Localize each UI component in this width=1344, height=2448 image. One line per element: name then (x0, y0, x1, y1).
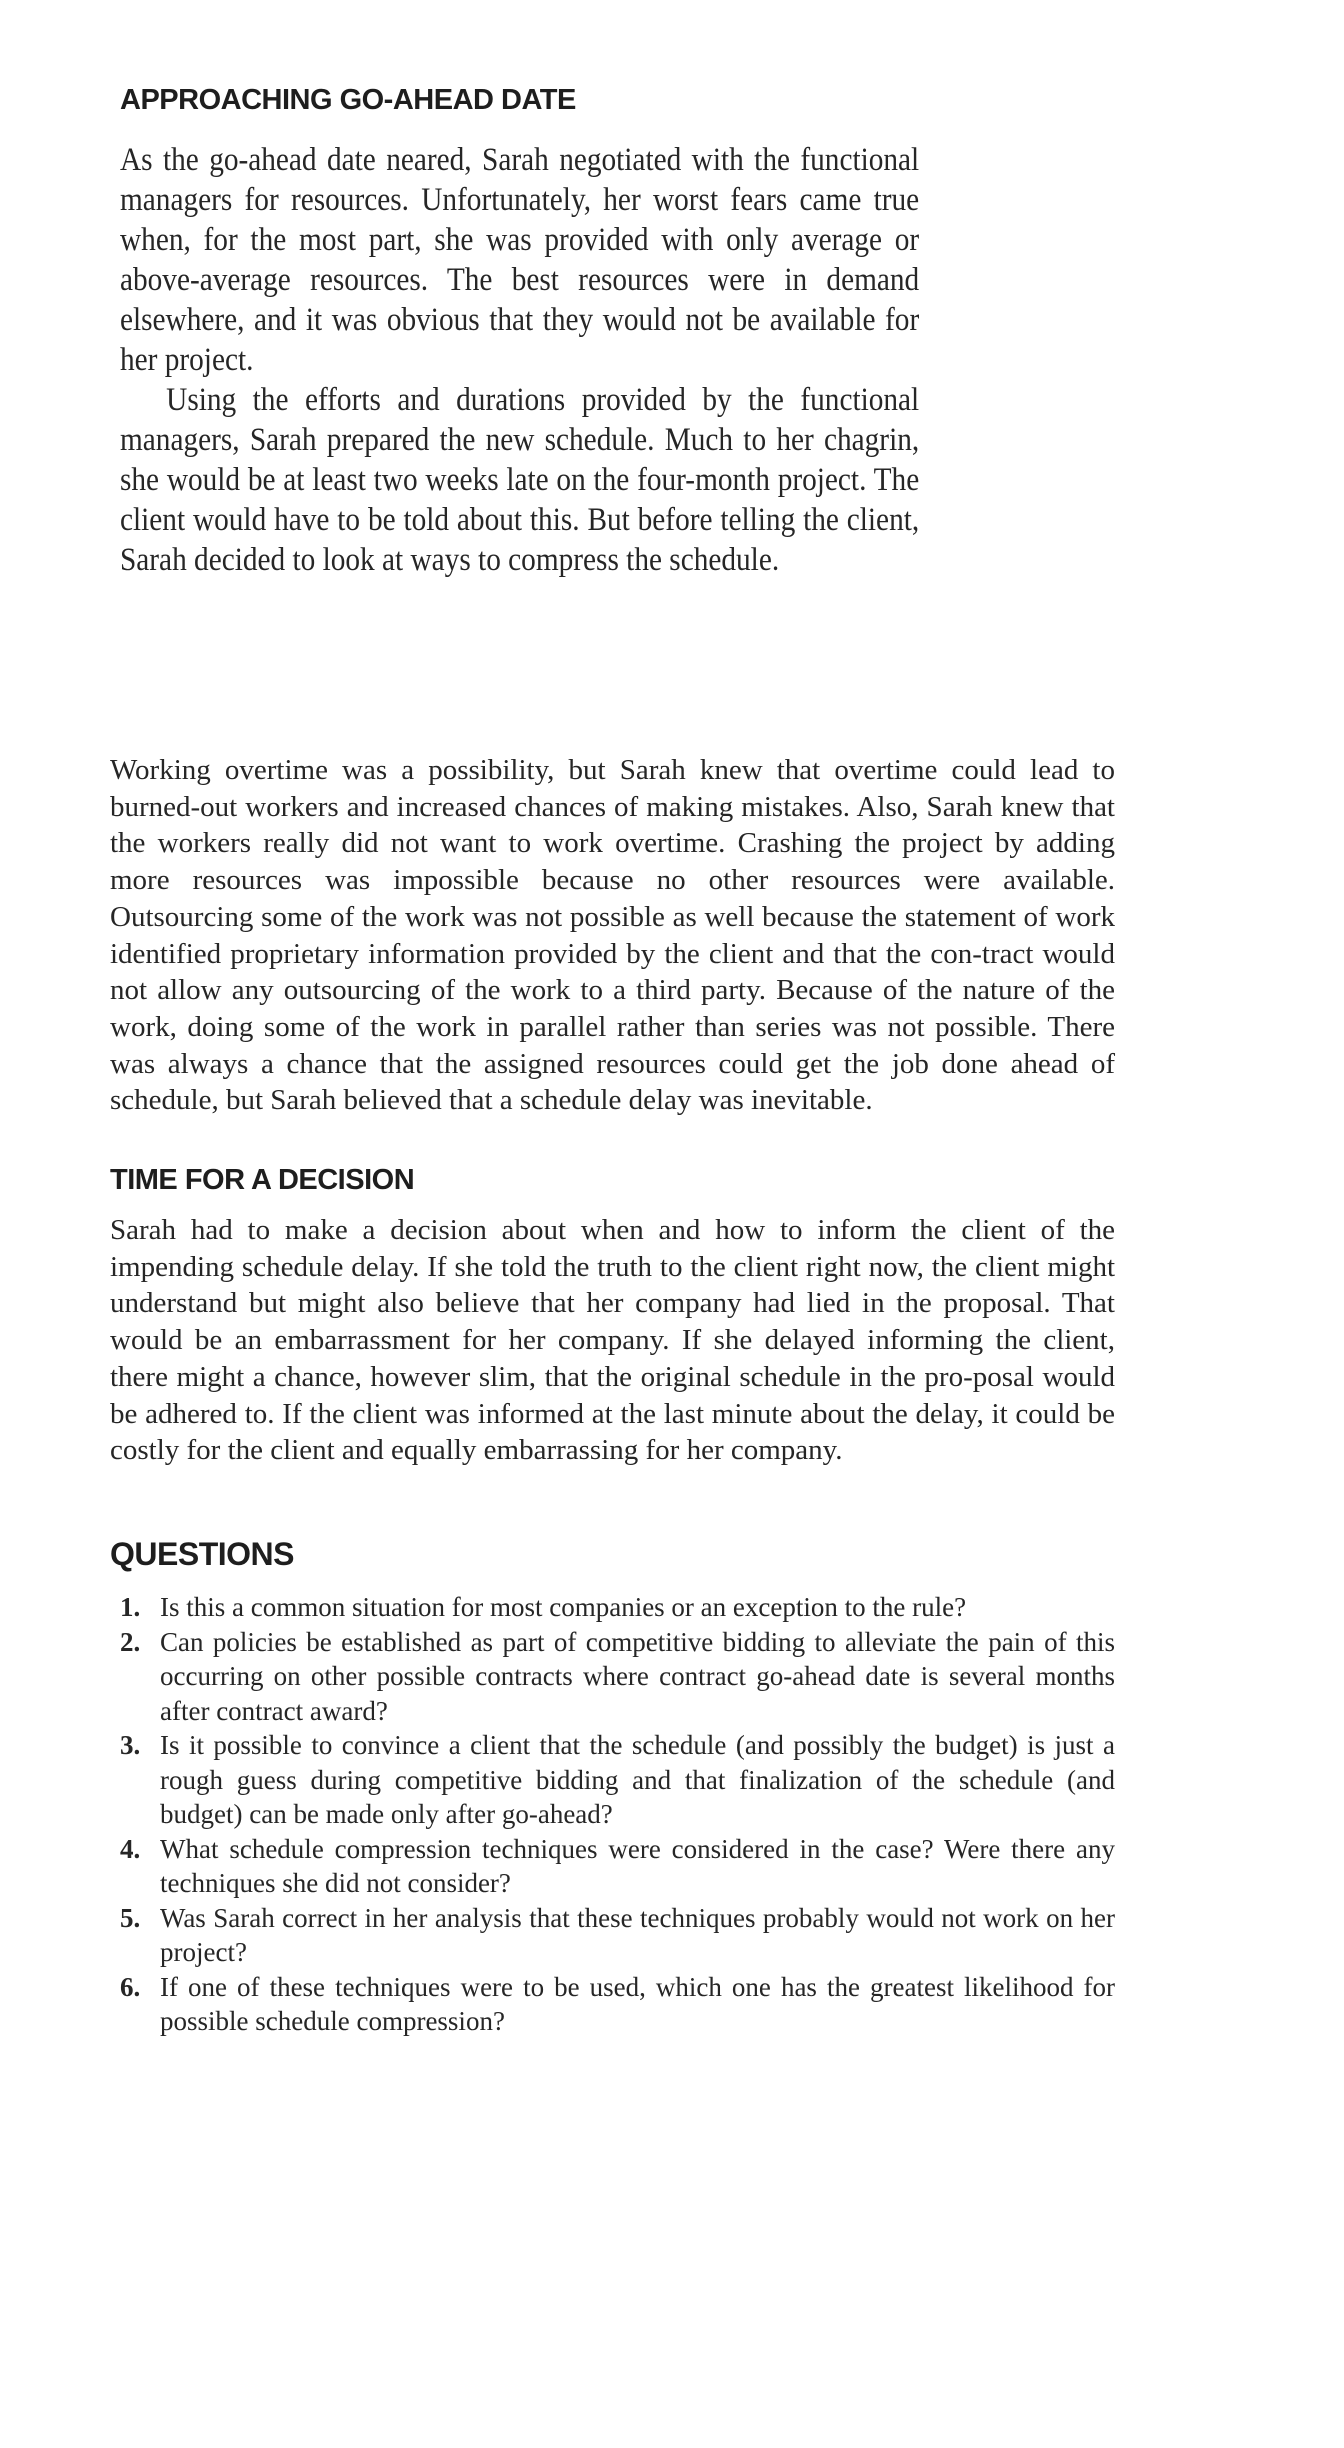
question-item (120, 1625, 1115, 1729)
question-number: 4. (120, 1833, 141, 1864)
question-item (120, 1590, 1115, 1625)
heading-approaching-go-ahead-date: APPROACHING GO-AHEAD DATE (120, 84, 576, 116)
paragraph-go-ahead-resources: As the go-ahead date neared, Sarah negotiated with the functional managers for resources. Unfortunately, her worst fears came true when, for the most part, she was provided with only average or above-average resources. The best resources were in demand elsewhere, and it was obvious that they would not be available for her project. (120, 142, 920, 378)
question-text: Was Sarah correct in her analysis that these techniques probably would not work on her project? (160, 1902, 1115, 1967)
heading-time-for-a-decision: TIME FOR A DECISION (110, 1164, 415, 1196)
question-number: 1. (120, 1592, 141, 1622)
question-text: If one of these techniques were to be used, which one has the greatest likelihood for possible schedule compression? (160, 1971, 1115, 2036)
question-text: Is this a common situation for most companies or an exception to the rule? (160, 1592, 967, 1622)
question-text: What schedule compression techniques were considered in the case? Were there any techniques she did not consider? (160, 1833, 1115, 1898)
heading-questions: QUESTIONS (110, 1536, 294, 1572)
questions-list (120, 1590, 1115, 2039)
question-item (120, 1970, 1115, 2039)
section-continued-body (110, 752, 1115, 1119)
question-number: 6. (120, 1971, 141, 2002)
question-item (120, 1728, 1115, 1832)
question-number: 5. (120, 1902, 141, 1933)
paragraph-new-schedule: Using the efforts and durations provided by the functional managers, Sarah prepared the new schedule. Much to her chagrin, she would be at least two weeks late on the four-month project. The client would have to be told about this. But before telling the client, Sarah decided to look at ways to compress the schedule. (120, 382, 920, 578)
paragraph-inform-client: Sarah had to make a decision about when and how to inform the client of the impending schedule delay. If she told the truth to the client right now, the client might understand but might also believe that her company had lied in the proposal. That would be an embarrassment for her company. If she delayed informing the client, there might a chance, however slim, that the original schedule in the pro-posal would be adhered to. If the client was informed at the last minute about the delay, it could be costly for the client and equally embarrassing for her company. (110, 1214, 1115, 1467)
question-number: 2. (120, 1626, 141, 1657)
question-item (120, 1832, 1115, 1901)
question-text: Is it possible to convince a client that the schedule (and possibly the budget) is just a rough guess during competitive bidding and that finalization of the schedule (and budget) can be made only after go-ahead? (160, 1730, 1115, 1829)
question-text: Can policies be established as part of competitive bidding to alleviate the pain of this occurring on other possible contracts where contract go-ahead date is several months after contract award? (160, 1626, 1115, 1726)
section-approaching-body (120, 140, 919, 580)
question-item (120, 1901, 1115, 1970)
question-number: 3. (120, 1730, 141, 1760)
paragraph-compression-options: Working overtime was a possibility, but Sarah knew that overtime could lead to burned-out workers and increased chances of making mistakes. Also, Sarah knew that the workers really did not want to work overtime. Crashing the project by adding more resources was impossible because no other resources were available. Outsourcing some of the work was not possible as well because the statement of work identified proprietary information provided by the client and that the con-tract would not allow any outsourcing of the work to a third party. Because of the nature of the work, doing some of the work in parallel rather than series was not possible. There was always a chance that the assigned resources could get the job done ahead of schedule, but Sarah believed that a schedule delay was inevitable. (110, 754, 1115, 1117)
section-decision-body (110, 1212, 1115, 1469)
